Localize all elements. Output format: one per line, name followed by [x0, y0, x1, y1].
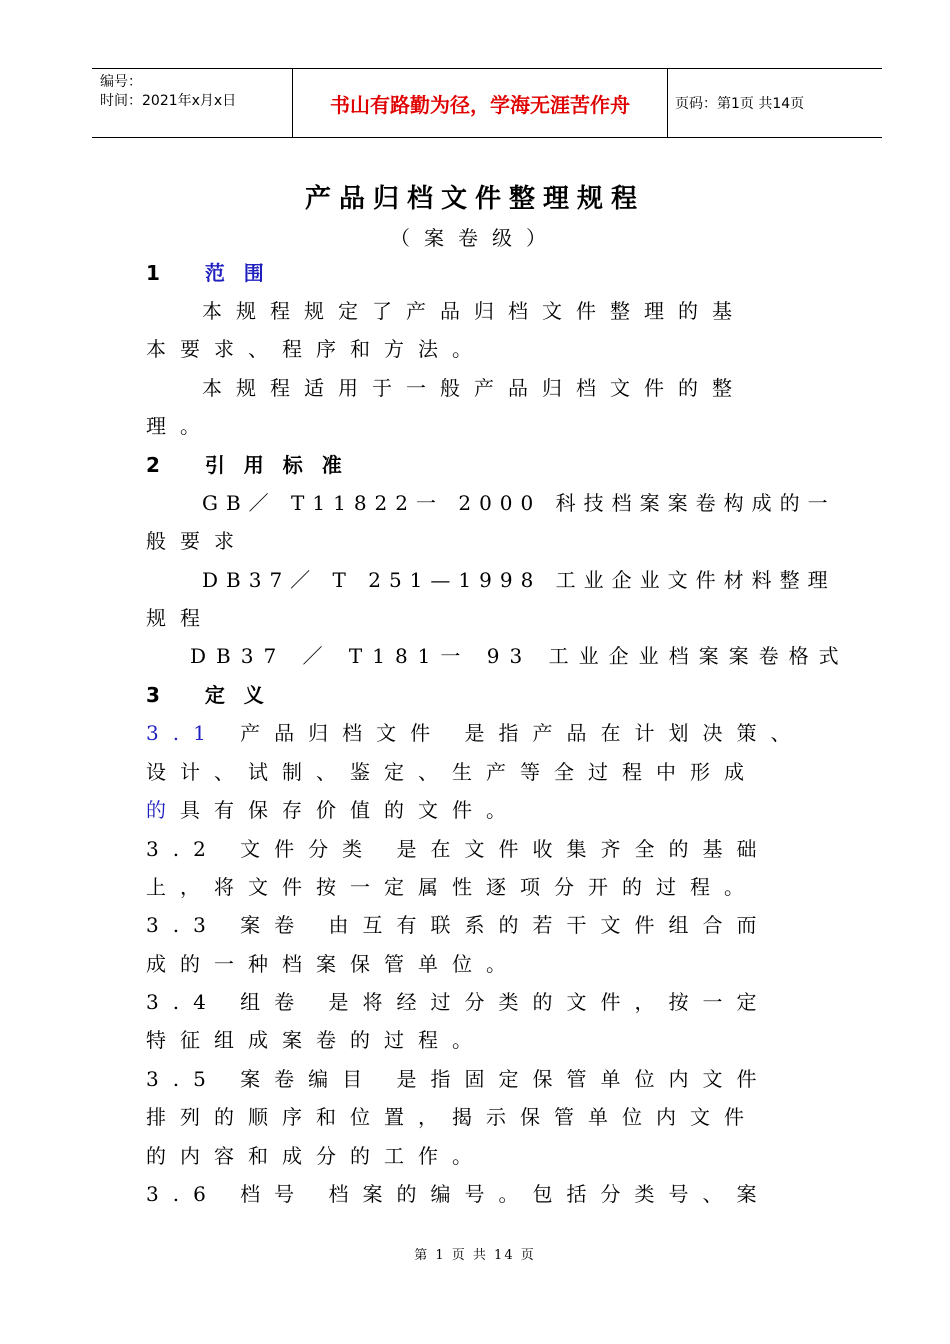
definition-line: 成的一种档案保管单位。 [146, 952, 520, 976]
reference-line: DB37／ T 251—1998 工业企业文件材料整理 [202, 568, 836, 592]
section-number: 2 [146, 453, 166, 477]
section-3-heading [146, 681, 270, 709]
definition-number: 3.1 [146, 721, 220, 745]
time-label: 时间：2021年x月x日 [100, 93, 237, 109]
definition-text-highlight: 的 [146, 798, 180, 822]
definition-text: 具有保存价值的文件。 [180, 798, 520, 822]
definition-line [146, 796, 520, 824]
reference-line: GB／ T11822一 2000 科技档案案卷构成的一 [202, 491, 836, 515]
section-title: 定 义 [204, 683, 270, 707]
definition-line: 上，将文件按一定属性逐项分开的过程。 [146, 875, 758, 899]
definition-line: 3.4 组卷 是将经过分类的文件，按一定 [146, 990, 771, 1014]
reference-line: 般要求 [146, 529, 248, 553]
definition-line: 3.5 案卷编目 是指固定保管单位内文件 [146, 1067, 771, 1091]
number-label: 编号： [100, 74, 142, 90]
section-number: 3 [146, 683, 166, 707]
header-table [92, 68, 882, 138]
definition-text: 产品归档文件 是指产品在计划决策、 [240, 721, 805, 745]
definition-line: 的内容和成分的工作。 [146, 1144, 486, 1168]
paragraph-line: 本要求、程序和方法。 [146, 337, 486, 361]
section-title: 范 围 [204, 261, 270, 285]
definition-line: 设计、试制、鉴定、生产等全过程中形成 [146, 760, 758, 784]
reference-line: 规程 [146, 606, 214, 630]
paragraph-line: 本规程规定了产品归档文件整理的基 [202, 299, 746, 323]
section-2-heading [146, 451, 348, 479]
document-subtitle: （案卷级） [390, 226, 560, 250]
paragraph-line: 理。 [146, 414, 214, 438]
definition-line: 特征组成案卷的过程。 [146, 1028, 486, 1052]
definition-line [146, 719, 805, 747]
motto: 书山有路勤为径，学海无涯苦作舟 [292, 69, 668, 137]
header-meta [92, 69, 292, 137]
section-title: 引 用 标 准 [204, 453, 348, 477]
definition-line: 3.6 档号 档案的编号。包括分类号、案 [146, 1182, 771, 1206]
reference-line: DB37 ／ T181一 93 工业企业档案案卷格式 [190, 644, 849, 668]
section-number: 1 [146, 261, 166, 285]
document-title: 产品归档文件整理规程 [304, 184, 645, 214]
definition-line: 3.2 文件分类 是在文件收集齐全的基础 [146, 837, 771, 861]
page-footer: 第 1 页 共 14 页 [414, 1248, 536, 1263]
definition-line: 3.3 案卷 由互有联系的若干文件组合而 [146, 913, 771, 937]
page-info: 页码：第1页 共14页 [675, 96, 805, 112]
paragraph-line: 本规程适用于一般产品归档文件的整 [202, 376, 746, 400]
section-1-heading [146, 259, 270, 287]
definition-line: 排列的顺序和位置，揭示保管单位内文件 [146, 1105, 758, 1129]
